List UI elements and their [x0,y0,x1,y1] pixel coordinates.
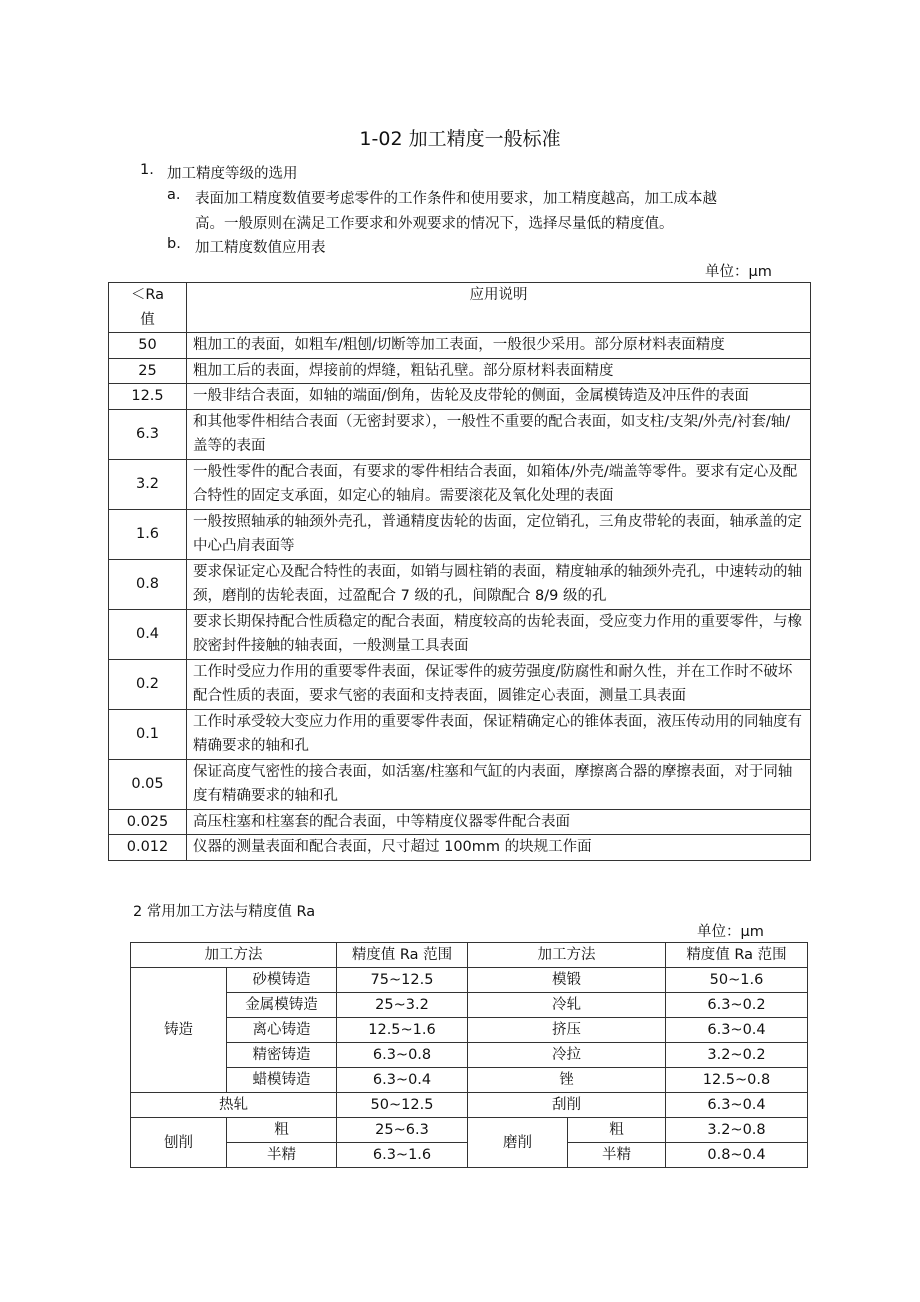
table-row [131,1068,808,1093]
table-row [131,1118,808,1143]
group-cell-casting: 铸造 [131,968,227,1093]
table-row [109,759,811,809]
ra-value: 0.012 [109,835,187,861]
range-cell: 3.2~0.8 [666,1118,808,1143]
ra-value: 0.4 [109,609,187,659]
group-cell-planing: 刨削 [131,1118,227,1168]
table-row [109,709,811,759]
ra-value: 50 [109,333,187,359]
method-cell: 挤压 [468,1018,666,1043]
ra-description: 一般性零件的配合表面，有要求的零件相结合表面，如箱体/外壳/端盖等零件。要求有定心及配合特性的固定支承面，如定心的轴肩。需要滚花及氧化处理的表面 [187,459,811,509]
method-cell: 半精 [227,1143,337,1168]
ra-value: 0.8 [109,559,187,609]
table-row [109,384,811,410]
range-cell: 12.5~1.6 [337,1018,468,1043]
method-cell: 蜡模铸造 [227,1068,337,1093]
ra-value: 12.5 [109,384,187,410]
table-row [131,968,808,993]
range-cell: 50~1.6 [666,968,808,993]
method-cell: 精密铸造 [227,1043,337,1068]
ra-value: 0.025 [109,809,187,835]
method-cell: 锉 [468,1068,666,1093]
method-cell: 离心铸造 [227,1018,337,1043]
range-cell: 3.2~0.2 [666,1043,808,1068]
item-b-text: 加工精度数值应用表 [195,240,326,256]
ra-description: 高压柱塞和柱塞套的配合表面，中等精度仪器零件配合表面 [187,809,811,835]
method-cell: 热轧 [131,1093,337,1118]
precision-application-table [108,282,811,861]
ra-value: 25 [109,358,187,384]
unit-label-2: 单位：μm [697,924,764,940]
method-cell: 半精 [568,1143,666,1168]
range-cell: 6.3~0.2 [666,993,808,1018]
table-row [109,609,811,659]
method-cell: 粗 [568,1118,666,1143]
page-title: 1-02 加工精度一般标准 [359,128,561,150]
header-range: 精度值 Ra 范围 [337,943,468,968]
method-cell: 刮削 [468,1093,666,1118]
header-method: 加工方法 [131,943,337,968]
table-row [131,993,808,1018]
ra-value: 0.05 [109,759,187,809]
range-cell: 6.3~0.4 [666,1018,808,1043]
machining-method-table [130,942,808,1168]
header-ra-line1: ＜Ra [130,287,165,303]
item-a-mark: a. [167,187,181,203]
ra-description: 和其他零件相结合表面（无密封要求），一般性不重要的配合表面，如支柱/支架/外壳/衬套/轴/盖等的表面 [187,409,811,459]
section2-heading: 2 常用加工方法与精度值 Ra [133,904,316,920]
method-cell: 金属模铸造 [227,993,337,1018]
table-row [131,1093,808,1118]
ra-description: 工作时受应力作用的重要零件表面，保证零件的疲劳强度/防腐性和耐久性，并在工作时不破坏配合性质的表面，要求气密的表面和支持表面，圆锥定心表面，测量工具表面 [187,659,811,709]
header-desc: 应用说明 [187,283,811,333]
method-cell: 模锻 [468,968,666,993]
header-ra [109,283,187,333]
section1-heading: 加工精度等级的选用 [167,166,298,182]
item-b-mark: b. [167,236,181,252]
method-cell: 粗 [227,1118,337,1143]
table-row [109,809,811,835]
ra-description: 一般非结合表面，如轴的端面/倒角，齿轮及皮带轮的侧面，金属模铸造及冲压件的表面 [187,384,811,410]
ra-value: 1.6 [109,509,187,559]
unit-label-1: 单位：μm [705,264,772,280]
ra-description: 粗加工的表面，如粗车/粗刨/切断等加工表面，一般很少采用。部分原材料表面精度 [187,333,811,359]
ra-value: 0.1 [109,709,187,759]
item-a-line2: 高。一般原则在满足工作要求和外观要求的情况下，选择尽量低的精度值。 [195,216,674,232]
ra-description: 工作时承受较大变应力作用的重要零件表面，保证精确定心的锥体表面，液压传动用的同轴度有精确要求的轴和孔 [187,709,811,759]
table-row [109,409,811,459]
range-cell: 25~6.3 [337,1118,468,1143]
item-a-line1: 表面加工精度数值要考虑零件的工作条件和使用要求，加工精度越高，加工成本越 [195,191,717,207]
header-range-2: 精度值 Ra 范围 [666,943,808,968]
table-row [109,659,811,709]
ra-description: 要求长期保持配合性质稳定的配合表面，精度较高的齿轮表面，受应变力作用的重要零件，与橡胶密封件接触的轴表面，一般测量工具表面 [187,609,811,659]
ra-value: 3.2 [109,459,187,509]
header-method-2: 加工方法 [468,943,666,968]
range-cell: 50~12.5 [337,1093,468,1118]
ra-description: 粗加工后的表面，焊接前的焊缝，粗钻孔壁。部分原材料表面精度 [187,358,811,384]
ra-description: 保证高度气密性的接合表面，如活塞/柱塞和气缸的内表面，摩擦离合器的摩擦表面，对于同轴度有精确要求的轴和孔 [187,759,811,809]
table-row [109,559,811,609]
ra-description: 要求保证定心及配合特性的表面，如销与圆柱销的表面，精度轴承的轴颈外壳孔，中速转动的轴颈，磨削的齿轮表面，过盈配合 7 级的孔，间隙配合 8/9 级的孔 [187,559,811,609]
ra-value: 6.3 [109,409,187,459]
range-cell: 25~3.2 [337,993,468,1018]
table-row [109,459,811,509]
method-cell: 冷拉 [468,1043,666,1068]
range-cell: 0.8~0.4 [666,1143,808,1168]
method-cell: 砂模铸造 [227,968,337,993]
ra-value: 0.2 [109,659,187,709]
table-row [109,509,811,559]
ra-description: 一般按照轴承的轴颈外壳孔，普通精度齿轮的齿面，定位销孔，三角皮带轮的表面，轴承盖的定中心凸肩表面等 [187,509,811,559]
table-header-row [131,943,808,968]
table-row [109,333,811,359]
range-cell: 75~12.5 [337,968,468,993]
header-ra-line2: 值 [140,311,155,328]
table-row [109,835,811,861]
table-row [131,1043,808,1068]
table-header-row [109,283,811,333]
range-cell: 12.5~0.8 [666,1068,808,1093]
table-row [109,358,811,384]
ra-description: 仪器的测量表面和配合表面，尺寸超过 100mm 的块规工作面 [187,835,811,861]
range-cell: 6.3~1.6 [337,1143,468,1168]
method-cell: 冷轧 [468,993,666,1018]
range-cell: 6.3~0.4 [337,1068,468,1093]
range-cell: 6.3~0.4 [666,1093,808,1118]
group-cell-grinding: 磨削 [468,1118,568,1168]
table-row [131,1018,808,1043]
range-cell: 6.3~0.8 [337,1043,468,1068]
section1-number: 1. [140,162,154,178]
